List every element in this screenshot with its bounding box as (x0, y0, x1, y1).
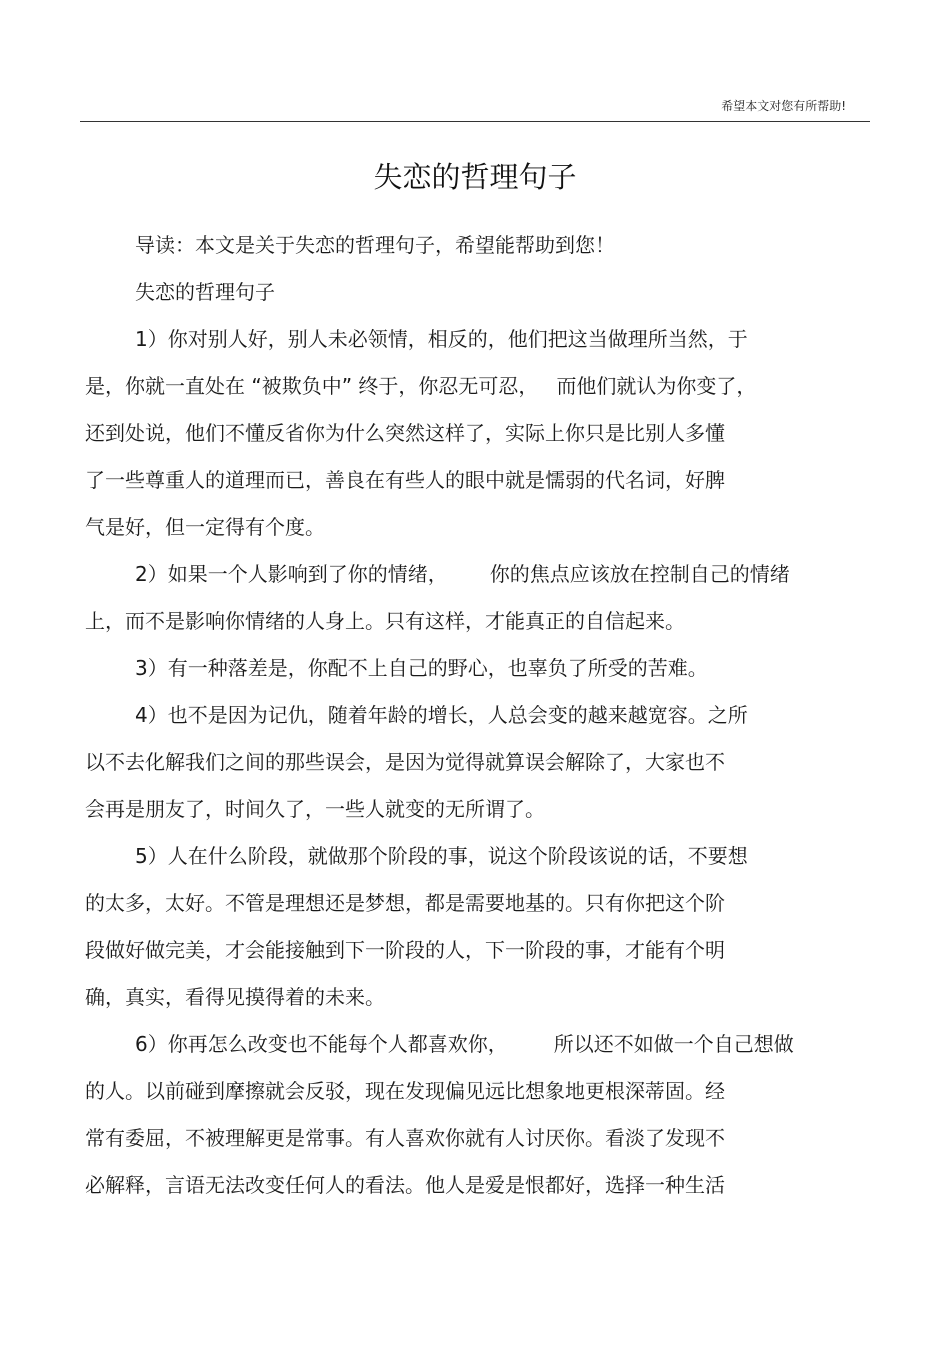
text-segment: 2）如果一个人影响到了你的情绪， (135, 562, 448, 586)
text-line: 的人。以前碰到摩擦就会反驳，现在发现偏见远比想象地更根深蒂固。经 (85, 1079, 725, 1103)
text-line: 会再是朋友了，时间久了，一些人就变的无所谓了。 (85, 797, 545, 821)
intro-line: 导读：本文是关于失恋的哲理句子，希望能帮助到您！ (135, 233, 615, 257)
text-line: 5）人在什么阶段，就做那个阶段的事，说这个阶段该说的话，不要想 (135, 844, 748, 868)
text-segment: 所以还不如做一个自己想做 (553, 1032, 794, 1056)
text-line: 1）你对别人好，别人未必领情，相反的，他们把这当做理所当然，于 (135, 327, 748, 351)
text-line: 了一些尊重人的道理而已，善良在有些人的眼中就是懦弱的代名词，好脾 (85, 468, 725, 492)
text-line: 气是好，但一定得有个度。 (85, 515, 325, 539)
text-line: 4）也不是因为记仇，随着年龄的增长，人总会变的越来越宽容。之所 (135, 703, 748, 727)
text-line: 必解释，言语无法改变任何人的看法。他人是爱是恨都好，选择一种生活 (85, 1173, 725, 1197)
text-segment: 而他们就认为你变了， (556, 374, 757, 398)
text-line (135, 562, 790, 586)
text-segment: 6）你再怎么改变也不能每个人都喜欢你， (135, 1032, 508, 1056)
text-line: 还到处说，他们不懂反省你为什么突然这样了，实际上你只是比别人多懂 (85, 421, 725, 445)
subtitle-line: 失恋的哲理句子 (135, 280, 275, 304)
text-line: 3）有一种落差是，你配不上自己的野心，也辜负了所受的苦难。 (135, 656, 708, 680)
text-line: 以不去化解我们之间的那些误会，是因为觉得就算误会解除了，大家也不 (85, 750, 725, 774)
document-title: 失恋的哲理句子 (373, 160, 577, 194)
text-segment: 你的焦点应该放在控制自己的情绪 (489, 562, 790, 586)
text-line (85, 374, 756, 398)
text-line: 上，而不是影响你情绪的人身上。只有这样，才能真正的自信起来。 (85, 609, 685, 633)
header-note: 希望本文对您有所帮助! (721, 99, 846, 113)
text-line: 确，真实，看得见摸得着的未来。 (85, 985, 385, 1009)
text-line: 的太多，太好。不管是理想还是梦想，都是需要地基的。只有你把这个阶 (85, 891, 725, 915)
text-line: 段做好做完美，才会能接触到下一阶段的人，下一阶段的事，才能有个明 (85, 938, 725, 962)
text-line (135, 1032, 794, 1056)
text-segment: 是，你就一直处在 “被欺负中” 终于，你忍无可忍， (85, 374, 539, 398)
text-line: 常有委屈，不被理解更是常事。有人喜欢你就有人讨厌你。看淡了发现不 (85, 1126, 725, 1150)
header-rule (80, 121, 870, 122)
